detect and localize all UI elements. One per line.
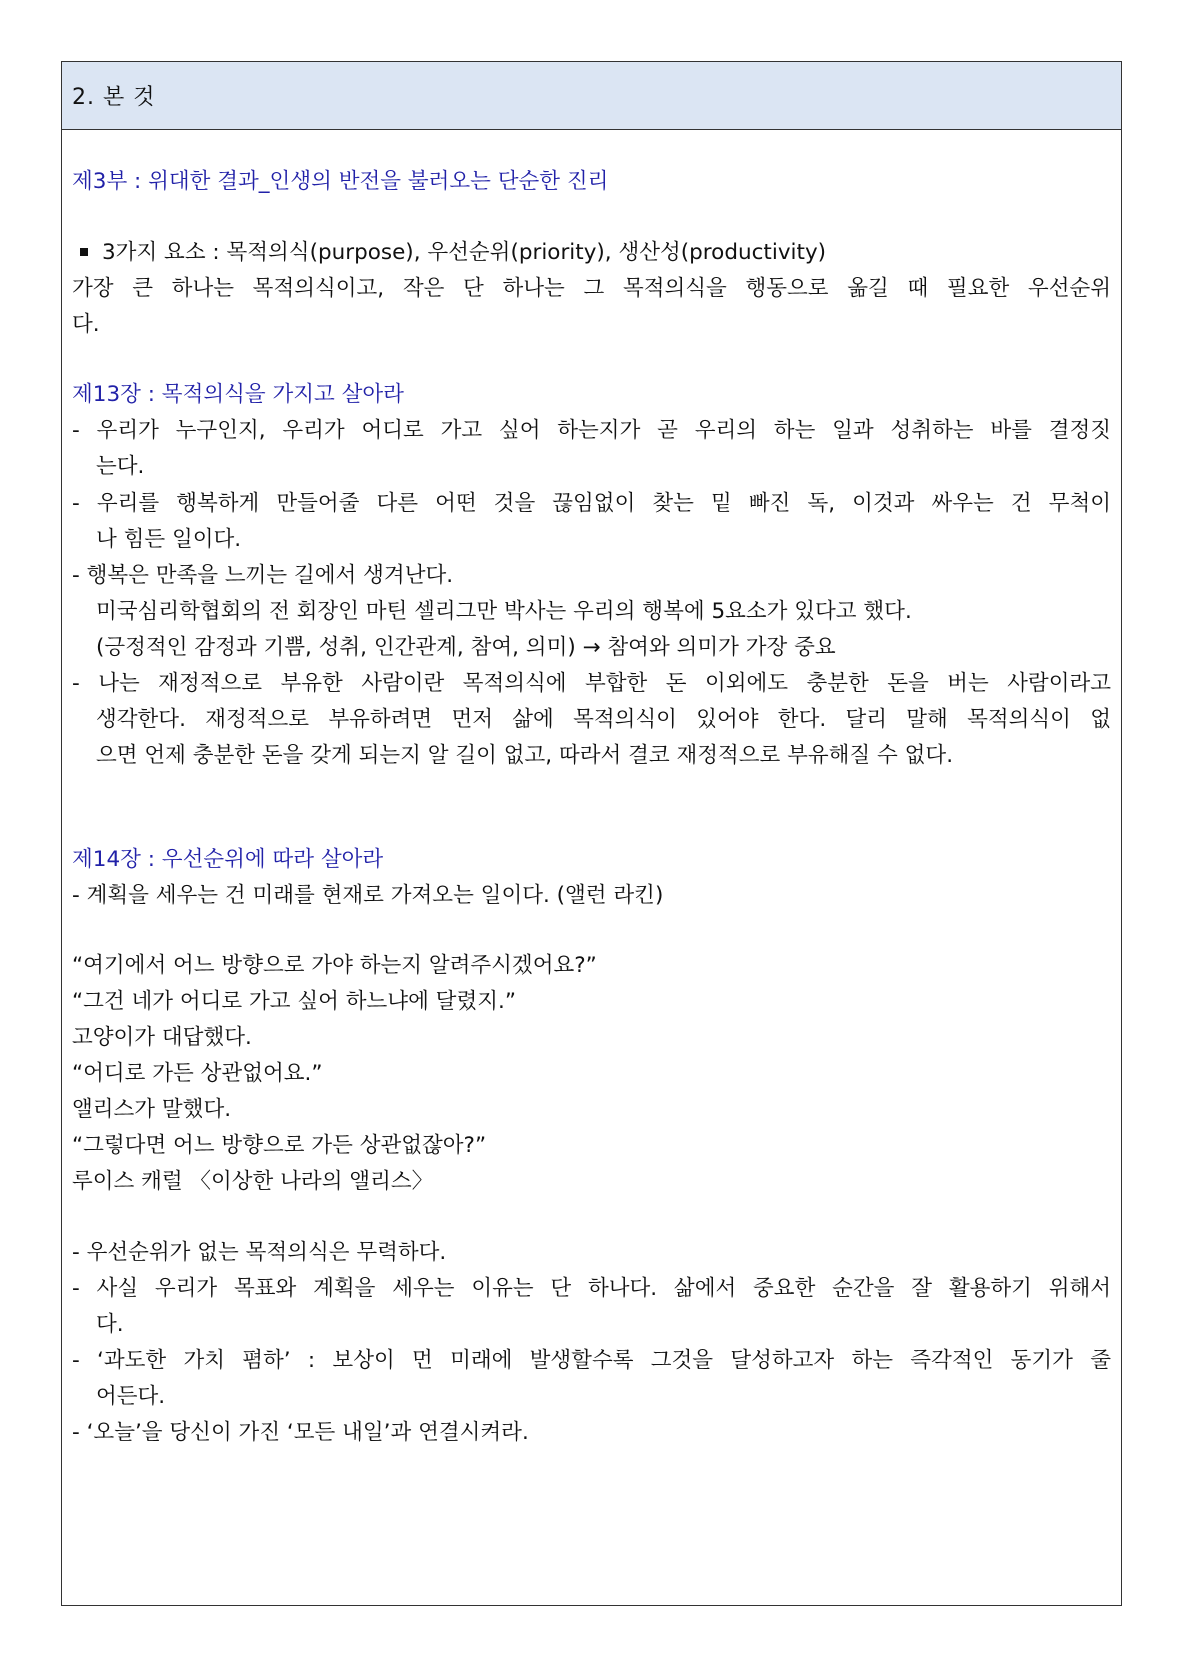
part-title: 제3부 : 위대한 결과_인생의 반전을 불러오는 단순한 진리 [72,169,609,194]
ch14-bullet-1: - 계획을 세우는 건 미래를 현재로 가져오는 일이다. (앨런 라킨) [72,883,664,908]
quote-line-2: “그건 네가 어디로 가고 싶어 하느냐에 달렸지.” [72,989,516,1014]
chapter13-title: 제13장 : 목적의식을 가지고 살아라 [72,382,404,407]
quote-line-6: “그렇다면 어느 방향으로 가든 상관없잖아?” [72,1133,487,1158]
chapter14-title: 제14장 : 우선순위에 따라 살아라 [72,847,384,872]
quote-source: 루이스 캐럴 〈이상한 나라의 앨리스〉 [72,1169,434,1194]
ch13-bullet-4-line-1: - 나는 재정적으로 부유한 사람이란 목적의식에 부합한 돈 이외에도 충분한 돈을 버는 사람이라고 [72,671,1111,696]
quote-line-1: “여기에서 어느 방향으로 가야 하는지 알려주시겠어요?” [72,953,597,978]
elements-desc-2: 다. [72,312,100,337]
section-title: 2. 본 것 [72,85,156,110]
elements-desc-1: 가장 큰 하나는 목적의식이고, 작은 단 하나는 그 목적의식을 행동으로 옮길 때 필요한 우선순위 [72,276,1111,301]
ch13-bullet-4-line-3: 으면 언제 충분한 돈을 갖게 되는지 알 길이 없고, 따라서 결코 재정적으로 부유해질 수 없다. [96,743,954,768]
quote-line-3: 고양이가 대답했다. [72,1025,252,1050]
ch13-bullet-4-line-2: 생각한다. 재정적으로 부유하려면 먼저 삶에 목적의식이 있어야 한다. 달리 말해 목적의식이 없 [96,707,1111,732]
quote-line-4: “어디로 가든 상관없어요.” [72,1061,323,1086]
section-header [62,62,1121,130]
ch13-bullet-1-line-2: 는다. [96,454,145,479]
elements-line: 3가지 요소 : 목적의식(purpose), 우선순위(priority), 생산성(productivity) [72,234,1111,272]
ch13-bullet-1-line-1: - 우리가 누구인지, 우리가 어디로 가고 싶어 하는지가 곧 우리의 하는 일과 성취하는 바를 결정짓 [72,418,1111,443]
ch14-bullet-4-line-2: 어든다. [96,1384,166,1409]
ch14-bullet-3-line-1: - 사실 우리가 목표와 계획을 세우는 이유는 단 하나다. 삶에서 중요한 순간을 잘 활용하기 위해서 [72,1276,1111,1301]
ch14-bullet-2: - 우선순위가 없는 목적의식은 무력하다. [72,1240,447,1265]
ch14-bullet-5: - ‘오늘’을 당신이 가진 ‘모든 내일’과 연결시켜라. [72,1420,529,1445]
ch14-bullet-3-line-2: 다. [96,1312,124,1337]
square-bullet-icon [80,248,88,256]
ch14-bullet-4-line-1: - ‘과도한 가치 폄하’ : 보상이 먼 미래에 발생할수록 그것을 달성하고자 하는 즉각적인 동기가 줄 [72,1348,1111,1373]
document-box [61,61,1122,1606]
ch13-bullet-2-line-1: - 우리를 행복하게 만들어줄 다른 어떤 것을 끊임없이 찾는 밑 빠진 독, 이것과 싸우는 건 무척이 [72,491,1111,516]
quote-line-5: 앨리스가 말했다. [72,1097,232,1122]
ch13-bullet-3-line-2: 미국심리학협회의 전 회장인 마틴 셀리그만 박사는 우리의 행복에 5요소가 있다고 했다. [96,599,912,624]
ch13-bullet-2-line-2: 나 힘든 일이다. [96,527,242,552]
ch13-bullet-3-line-3: (긍정적인 감정과 기쁨, 성취, 인간관계, 참여, 의미) → 참여와 의미가 가장 중요 [96,635,836,660]
ch13-bullet-3-line-1: - 행복은 만족을 느끼는 길에서 생겨난다. [72,563,454,588]
